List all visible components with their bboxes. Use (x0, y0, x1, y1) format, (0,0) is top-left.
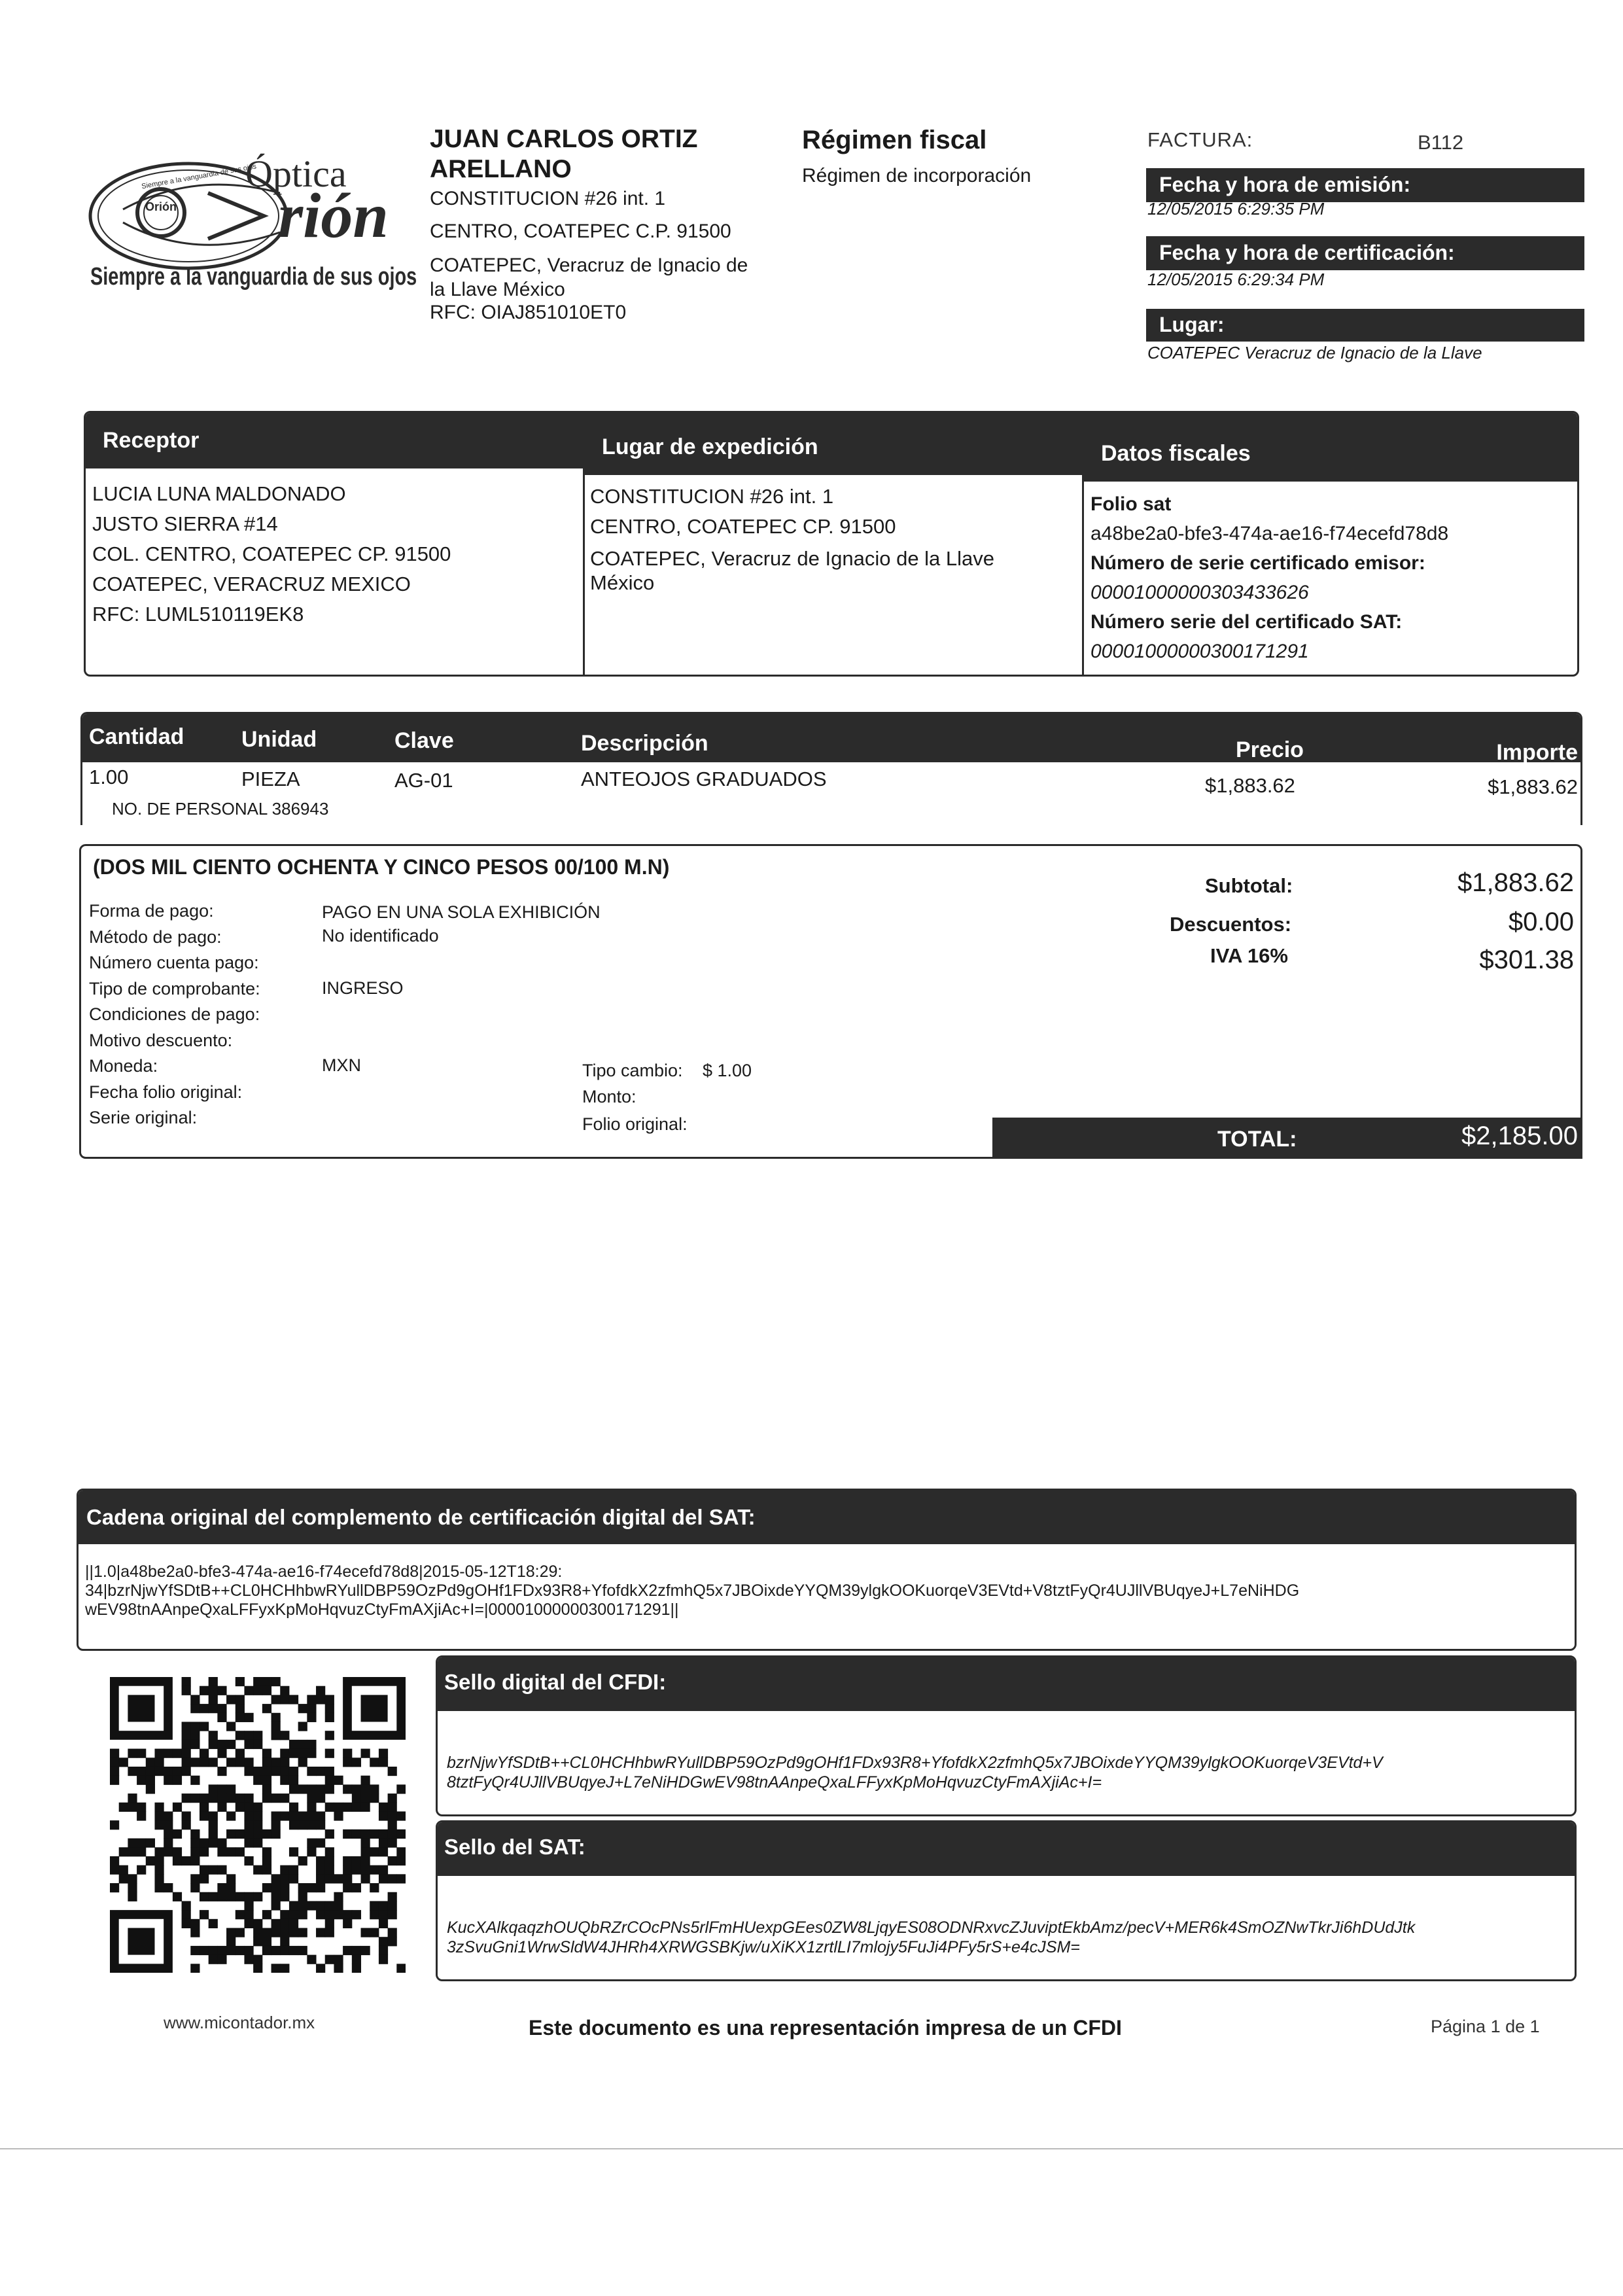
receptor-column (86, 413, 585, 675)
sello-cfdi-line2: 8tztFyQr4UJllVBUqyeJ+L7eNiHDGwEV98tnAAnpeQxaLFFyxKpMoHqvuzCtyFmAXjiAc+I= (447, 1773, 1102, 1792)
row-clave: AG-01 (394, 769, 453, 792)
expedicion-line2: CENTRO, COATEPEC CP. 91500 (590, 515, 896, 538)
total-value: $2,185.00 (1461, 1122, 1578, 1150)
sello-cfdi-line1: bzrNjwYfSDtB++CL0HCHhbwRYullDBP59OzPd9gOHf1FDx93R8+YfofdkX2zfmhQ5x7JBOixdeYYQM39ylgkOOKuorqeV3EVtd+V (447, 1754, 1383, 1772)
footer-website[interactable]: www.micontador.mx (164, 2013, 315, 2032)
emitter-address3: COATEPEC, Veracruz de Ignacio de (430, 255, 748, 276)
col-unidad: Unidad (241, 727, 317, 752)
footer-page: Página 1 de 1 (1431, 2017, 1540, 2036)
emision-value: 12/05/2015 6:29:35 PM (1147, 199, 1325, 219)
expedicion-line4: México (590, 571, 655, 594)
col-importe: Importe (1496, 740, 1578, 765)
cadena-line3: wEV98tnAAnpeQxaLFFyxKpMoHqvuzCtyFmAXjiAc+I=|00001000000300171291|| (85, 1600, 679, 1619)
sello-sat-box (436, 1820, 1577, 1981)
cadena-header: Cadena original del complemento de certificación digital del SAT: (79, 1491, 1575, 1544)
logo-brand-main: rión (278, 181, 389, 251)
total-bar (992, 1118, 1580, 1157)
row-unidad: PIEZA (241, 768, 300, 790)
items-table (80, 712, 1582, 825)
footer-notice: Este documento es una representación impresa de un CFDI (529, 2016, 1122, 2040)
cadena-box (77, 1489, 1577, 1651)
sello-sat-line1: KucXAlkqaqzhOUQbRZrCOcPNs5rlFmHUexpGEes0ZW8LjqyES08ODNRxvcZJuviptEkbAmz/pecV+MER6k4SmOZNwTkrJi6hDUdJtk (447, 1918, 1416, 1937)
emitter-address2: CENTRO, COATEPEC C.P. 91500 (430, 221, 731, 242)
moneda-value: MXN (322, 1055, 361, 1075)
forma-pago-label: Forma de pago: (89, 901, 214, 921)
emitter-address1: CONSTITUCION #26 int. 1 (430, 188, 666, 209)
expedicion-header: Lugar de expedición (585, 413, 1082, 475)
descuentos-label: Descuentos: (1170, 913, 1292, 936)
logo-slogan: Siempre a la vanguardia de sus ojos (90, 263, 417, 291)
cadena-line1: ||1.0|a48be2a0-bfe3-474a-ae16-f74ecefd78d8|2015-05-12T18:29: (85, 1563, 563, 1581)
emitter-rfc: RFC: OIAJ851010ET0 (430, 302, 627, 323)
certificacion-label: Fecha y hora de certificación: (1159, 241, 1455, 264)
emitter-name-line1: JUAN CARLOS ORTIZ (430, 125, 698, 153)
logo-brand-top: Óptica (245, 152, 347, 195)
folio-original-label: Folio original: (582, 1114, 688, 1134)
regimen-value: Régimen de incorporación (802, 165, 1032, 186)
totals-box (79, 844, 1582, 1159)
emitter-address4: la Llave México (430, 279, 565, 300)
lugar-value: COATEPEC Veracruz de Ignacio de la Llave (1147, 343, 1482, 362)
subtotal-label: Subtotal: (1205, 874, 1293, 897)
factura-value: B112 (1418, 131, 1464, 154)
serie-sat-label: Número serie del certificado SAT: (1091, 611, 1403, 633)
receptor-street: JUSTO SIERRA #14 (92, 512, 278, 535)
qr-code (110, 1677, 406, 1973)
expedicion-line1: CONSTITUCION #26 int. 1 (590, 485, 834, 508)
fecha-folio-label: Fecha folio original: (89, 1082, 243, 1102)
row-importe: $1,883.62 (1488, 775, 1578, 798)
receptor-name: LUCIA LUNA MALDONADO (92, 482, 346, 505)
col-cantidad: Cantidad (89, 724, 184, 749)
items-header-row (82, 714, 1580, 765)
serie-sat-value: 00001000000300171291 (1091, 641, 1309, 662)
emitter-name-line2: ARELLANO (430, 155, 572, 183)
receptor-header: Receptor (86, 413, 583, 468)
lugar-label: Lugar: (1159, 313, 1225, 336)
sello-sat-line2: 3zSvuGni1WrwSldW4JHRh4XRWGSBKjw/uXiKX1zrtlLI7mlojy5FuJi4PFy5rS+e4cJSM= (447, 1938, 1080, 1956)
serie-emisor-label: Número de serie certificado emisor: (1091, 552, 1425, 574)
serie-emisor-value: 00001000000303433626 (1091, 582, 1309, 603)
tipo-cambio-label: Tipo cambio: (582, 1061, 683, 1080)
payment-labels (89, 898, 260, 1131)
expedicion-column (585, 413, 1084, 675)
col-descripcion: Descripción (581, 731, 708, 756)
regimen-title: Régimen fiscal (802, 126, 987, 154)
cuenta-pago-label: Número cuenta pago: (89, 953, 259, 972)
qr-code-icon (110, 1677, 406, 1973)
emitter-block (430, 124, 796, 325)
logo-arc-text: Siempre a la vanguardia de sus ojos (141, 162, 257, 191)
row-note: NO. DE PERSONAL 386943 (112, 799, 329, 819)
certificacion-value: 12/05/2015 6:29:34 PM (1147, 270, 1325, 289)
fiscales-header: Datos fiscales (1084, 413, 1577, 482)
descuentos-value: $0.00 (1508, 908, 1574, 936)
receptor-city: COATEPEC, VERACRUZ MEXICO (92, 573, 411, 595)
sello-cfdi-header: Sello digital del CFDI: (438, 1657, 1575, 1711)
cadena-line2: 34|bzrNjwYfSDtB++CL0HCHhbwRYullDBP59OzPd9gOHf1FDx93R8+YfofdkX2zfmhQ5x7JBOixdeYYQM39ylgkOOKuorqeV3EVtd+V8tztFyQr4UJllVBUqyeJ+L7eNiHDG (85, 1581, 1300, 1600)
iva-label: IVA 16% (1210, 944, 1288, 967)
amount-in-words: (DOS MIL CIENTO OCHENTA Y CINCO PESOS 00/100 M.N) (93, 855, 670, 879)
folio-sat-label: Folio sat (1091, 493, 1172, 515)
emision-label: Fecha y hora de emisión: (1159, 173, 1411, 196)
tipo-comprobante-value: INGRESO (322, 978, 404, 998)
condiciones-pago-label: Condiciones de pago: (89, 1004, 260, 1024)
sello-sat-header: Sello del SAT: (438, 1822, 1575, 1876)
row-descripcion: ANTEOJOS GRADUADOS (581, 768, 827, 790)
forma-pago-value: PAGO EN UNA SOLA EXHIBICIÓN (322, 902, 601, 922)
folio-sat-value: a48be2a0-bfe3-474a-ae16-f74ecefd78d8 (1091, 523, 1449, 544)
parties-box (84, 411, 1579, 677)
certificacion-label-bar (1146, 236, 1584, 270)
table-row (82, 762, 1580, 821)
emision-label-bar (1146, 168, 1584, 202)
tipo-cambio-value: $ 1.00 (703, 1061, 752, 1080)
metodo-pago-value: No identificado (322, 926, 439, 945)
subtotal-value: $1,883.62 (1457, 868, 1574, 897)
moneda-label: Moneda: (89, 1056, 158, 1076)
iva-value: $301.38 (1479, 945, 1574, 974)
logo-badge: Orión (145, 200, 177, 213)
motivo-descuento-label: Motivo descuento: (89, 1030, 233, 1050)
monto-label: Monto: (582, 1087, 637, 1106)
receptor-colonia: COL. CENTRO, COATEPEC CP. 91500 (92, 542, 451, 565)
col-precio: Precio (1236, 737, 1304, 762)
page-divider (0, 2148, 1623, 2149)
metodo-pago-label: Método de pago: (89, 927, 222, 947)
row-cantidad: 1.00 (89, 766, 129, 788)
row-precio: $1,883.62 (1205, 774, 1295, 797)
expedicion-line3: COATEPEC, Veracruz de Ignacio de la Llave (590, 547, 995, 570)
serie-original-label: Serie original: (89, 1108, 198, 1127)
lugar-label-bar (1146, 309, 1584, 342)
tipo-comprobante-label: Tipo de comprobante: (89, 978, 260, 998)
receptor-rfc: RFC: LUML510119EK8 (92, 603, 304, 626)
sello-cfdi-box (436, 1655, 1577, 1816)
col-clave: Clave (394, 728, 454, 753)
factura-label: FACTURA: (1147, 128, 1253, 151)
total-label: TOTAL: (1217, 1127, 1297, 1152)
fiscales-column (1084, 413, 1577, 675)
